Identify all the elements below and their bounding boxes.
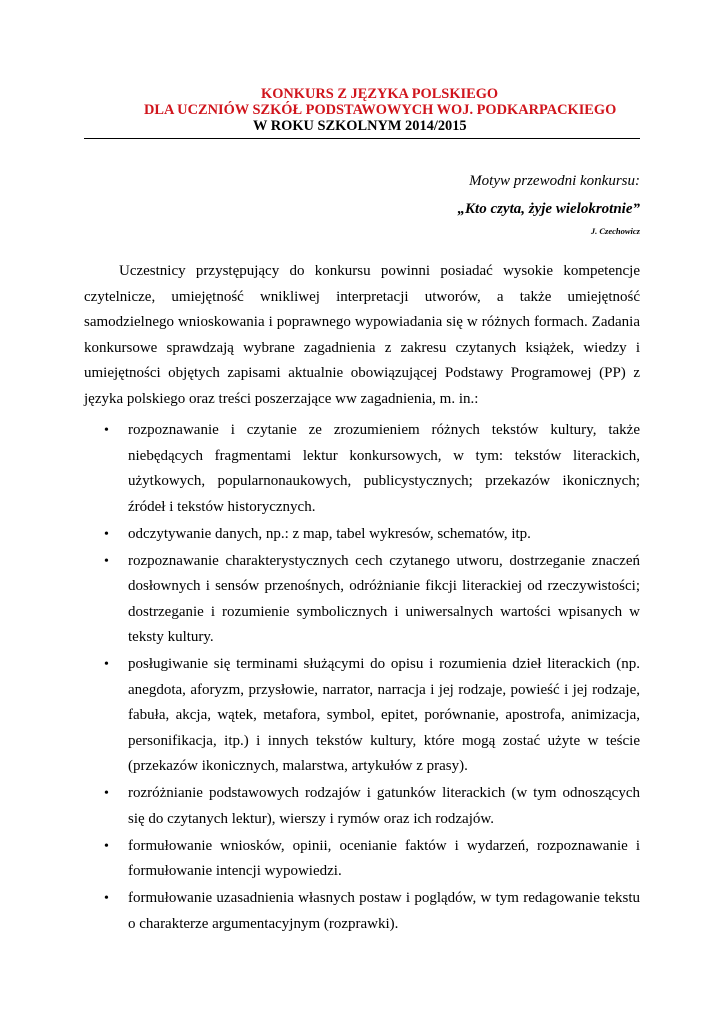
list-item-text: formułowanie wniosków, opinii, ocenianie faktów i wydarzeń, rozpoznawanie i formułowanie intencji wypowiedzi.	[128, 837, 640, 879]
list-item-text: rozróżnianie podstawowych rodzajów i gatunków literackich (w tym odnoszących się do czytanych lektur), wierszy i rymów oraz ich rodzajów.	[128, 785, 640, 827]
bullet-icon: •	[104, 838, 109, 854]
bullet-icon: •	[104, 553, 109, 569]
header-title-line-1: KONKURS Z JĘZYKA POLSKIEGO	[261, 86, 499, 102]
list-item-text: formułowanie uzasadnienia własnych postaw i poglądów, w tym redagowanie tekstu o charakterze argumentacyjnym (rozprawki).	[128, 890, 640, 932]
list-item	[84, 652, 640, 780]
list-item	[84, 781, 640, 832]
list-item-text: rozpoznawanie charakterystycznych cech czytanego utworu, dostrzeganie znaczeń dosłownych i sensów przenośnych, odróżnianie fikcji literackiej od rzeczywistości; dostrzeganie i rozumienie symbolicznych i uniwersalnych wartości wpisanych w teksty kultury.	[128, 552, 640, 645]
list-item-text: odczytywanie danych, np.: z map, tabel wykresów, schematów, itp.	[128, 525, 531, 542]
list-item	[84, 522, 640, 548]
document-header	[84, 86, 640, 134]
motto-label: Motyw przewodni konkursu:	[469, 173, 640, 189]
header-title-line-2: DLA UCZNIÓW SZKÓŁ PODSTAWOWYCH WOJ. PODKARPACKIEGO	[144, 102, 617, 118]
bullet-icon: •	[104, 526, 109, 542]
list-item-text: posługiwanie się terminami służącymi do opisu i rozumienia dzieł literackich (np. anegdota, aforyzm, przysłowie, narrator, narracja i jej rodzaje, powieść i jej rodzaje, fabuła, akcja, wątek, metafora, symbol, epitet, porównanie, apostrofa, animizacja, personifikacja, itp.) i innych tekstów kultury, które mogą zostać użyte w teście (przekazów ikonicznych, malarstwa, artykułów z prasy).	[128, 656, 640, 774]
bullet-icon: •	[104, 657, 109, 672]
intro-paragraph: Uczestnicy przystępujący do konkursu powinni posiadać wysokie kompetencje czytelnicze, umiejętność wnikliwej interpretacji utworów, a także umiejętność samodzielnego wnioskowania i poprawnego wypowiadania się w różnych formach. Zadania konkursowe sprawdzają wybrane zagadnienia z zakresu czytanych książek, wiedzy i umiejętności objętych zapisami aktualnie obowiązującej Podstawy Programowej (PP) z języka polskiego oraz treści poszerzające ww zagadnienia, m. in.:	[84, 263, 640, 407]
motto-block	[458, 172, 640, 236]
list-item-text: rozpoznawanie i czytanie ze zrozumieniem różnych tekstów kultury, także niebędących fragmentami lektur konkursowych, w tym: tekstów literackich, użytkowych, popularnonaukowych, publicystycznych; przekazów ikonicznych; źródeł i tekstów historycznych.	[128, 422, 640, 515]
motto-quote: „Kto czyta, żyje wielokrotnie”	[457, 201, 640, 217]
list-item	[84, 886, 640, 937]
list-item	[84, 549, 640, 651]
bullet-icon: •	[104, 786, 109, 801]
list-item	[84, 418, 640, 520]
requirements-list	[84, 418, 640, 939]
motto-author: J. Czechowicz	[590, 226, 640, 236]
list-item	[84, 834, 640, 885]
header-divider	[84, 138, 640, 139]
header-title-line-3: W ROKU SZKOLNYM 2014/2015	[253, 118, 467, 134]
bullet-icon: •	[104, 891, 109, 906]
bullet-icon: •	[104, 423, 109, 438]
